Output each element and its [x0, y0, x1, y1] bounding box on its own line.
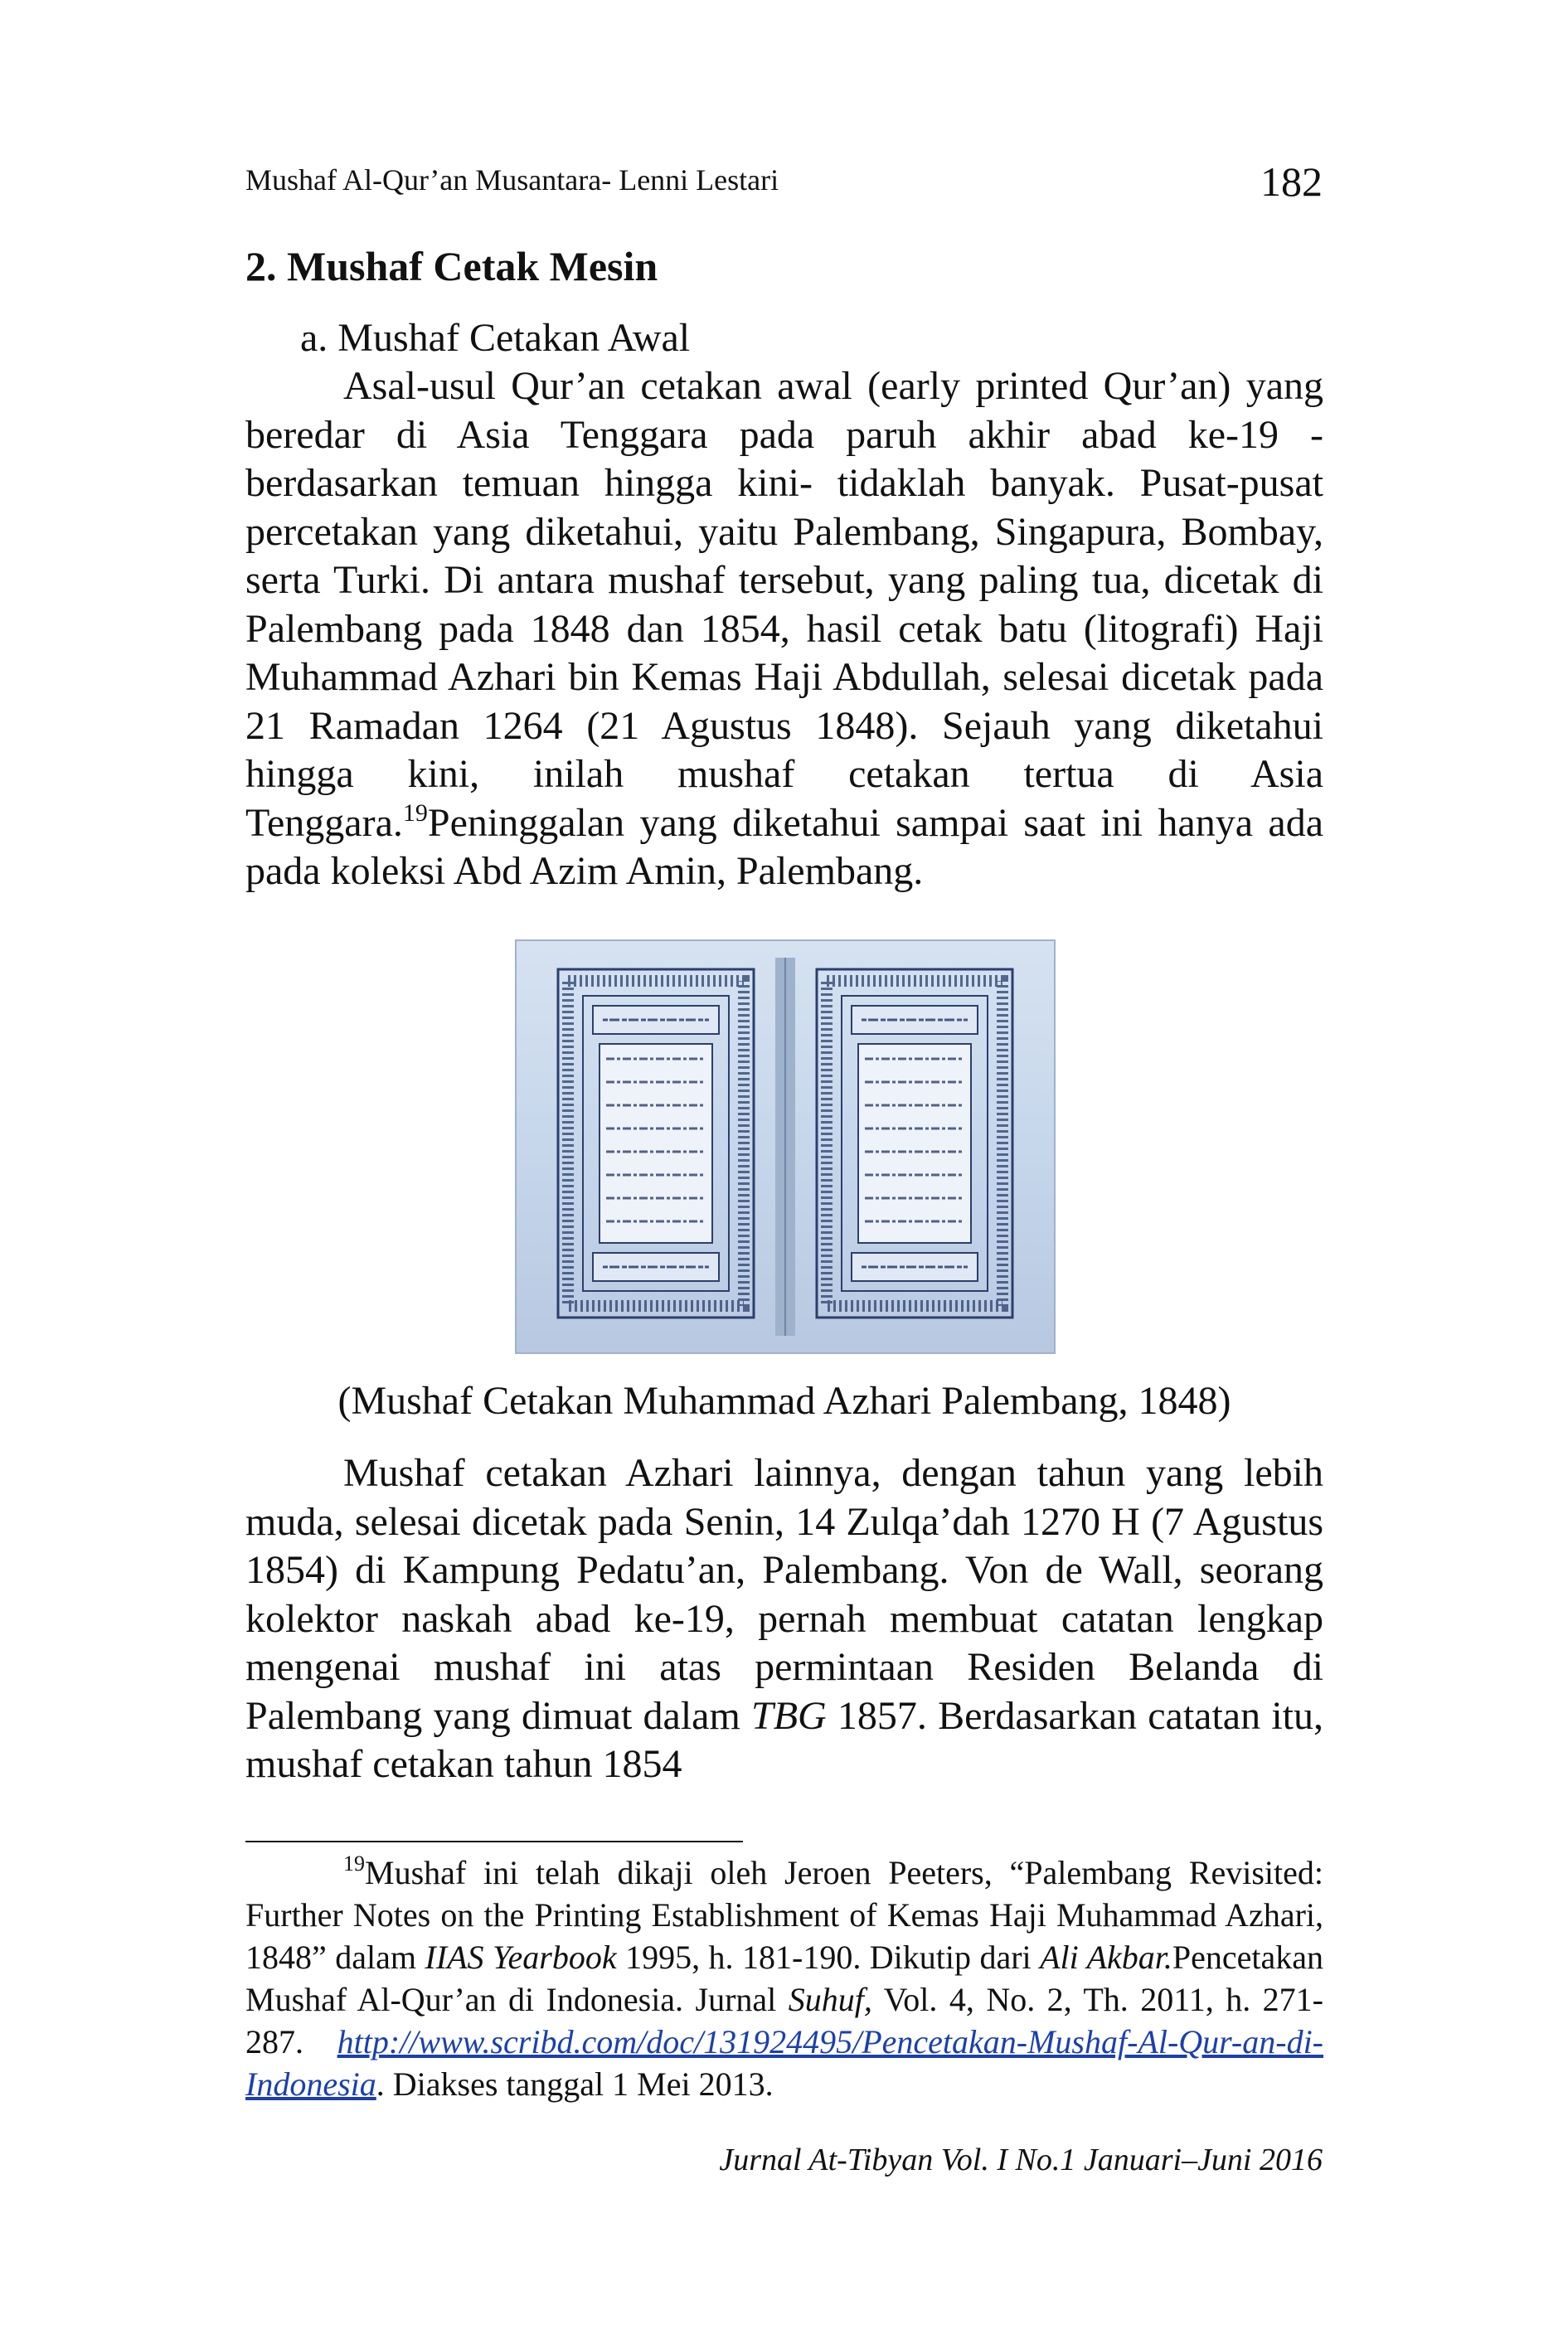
body-paragraph-2: [245, 1449, 1323, 1789]
footnote-italic: Ali Akbar.: [1040, 1939, 1172, 1976]
footnote-text: Pencetakan Mushaf Al-Qur’an di Indonesia. Jurnal: [245, 1939, 1323, 2018]
paragraph-text: 1857. Berdasarkan catatan itu, mushaf cetakan tahun 1854: [245, 1693, 1323, 1786]
footnote-italic: Suhuf,: [788, 1981, 872, 2018]
paragraph-text: Peninggalan yang diketahui sampai saat ini hanya ada pada koleksi Abd Azim Amin, Palembang.: [245, 800, 1323, 893]
footnote-text: Vol. 4, No. 2, Th. 2011, h. 271-287.: [245, 1981, 1323, 2060]
source-link[interactable]: http://www.scribd.com/doc/131924495/Pencetakan-Mushaf-Al-Qur-an-di-Indonesia: [245, 2023, 1323, 2103]
section-heading: 2. Mushaf Cetak Mesin: [245, 243, 658, 289]
footnote-number: 19: [343, 1852, 365, 1876]
paragraph-text: Mushaf cetakan Azhari lainnya, dengan tahun yang lebih muda, selesai dicetak pada Senin, 14 Zulqa’dah 1270 H (7 Agustus 1854) di Kampung Pedatu’an, Palembang. Von de Wall, seorang kolektor naskah abad ke-19, pernah membuat catatan lengkap mengenai mushaf ini atas permintaan Residen Belanda di Palembang yang dimuat dalam: [245, 1451, 1323, 1738]
running-title: Mushaf Al-Qur’an Musantara- Lenni Lestari: [245, 163, 779, 197]
mushaf-illustration: [517, 941, 1054, 1352]
figure-caption: (Mushaf Cetakan Muhammad Azhari Palembang, 1848): [337, 1379, 1231, 1423]
subsection-heading: a. Mushaf Cetakan Awal: [300, 316, 691, 360]
footnote-reference[interactable]: 19: [402, 798, 428, 827]
journal-footer: Jurnal At-Tibyan Vol. I No.1 Januari–Juni 2016: [719, 2143, 1323, 2177]
footnote-divider: [245, 1841, 743, 1842]
footnote-italic: IIAS Yearbook: [425, 1939, 617, 1976]
page-number: 182: [1260, 158, 1323, 205]
paragraph-text: Asal-usul Qur’an cetakan awal (early printed Qur’an) yang beredar di Asia Tenggara pada paruh akhir abad ke-19 - berdasarkan temuan hingga kini- tidaklah banyak. Pusat-pusat percetakan yang diketahui, yaitu Palembang, Singapura, Bombay, serta Turki. Di antara mushaf tersebut, yang paling tua, dicetak di Palembang pada 1848 dan 1854, hasil cetak batu (litografi) Haji Muhammad Azhari bin Kemas Haji Abdullah, selesai dicetak pada 21 Ramadan 1264 (21 Agustus 1848). Sejauh yang diketahui hingga kini, inilah mushaf cetakan tertua di Asia Tenggara.: [245, 364, 1323, 845]
italic-term: TBG: [751, 1693, 827, 1738]
footnote-text: Mushaf ini telah dikaji oleh Jeroen Peeters, “Palembang Revisited: Further Notes on the Printing Establishment of Kemas Haji Muhammad Azhari, 1848” dalam: [245, 1854, 1323, 1976]
body-paragraph-1: [245, 362, 1323, 896]
left-page-text-panel: [600, 1044, 712, 1243]
footnote-text: 1995, h. 181-190. Dikutip dari: [616, 1939, 1041, 1976]
mushaf-photo: [515, 939, 1056, 1354]
footnote-text: . Diakses tanggal 1 Mei 2013.: [376, 2065, 774, 2103]
right-page-text-panel: [858, 1044, 971, 1243]
page-header: [245, 158, 1323, 207]
footnote: [245, 1852, 1323, 2105]
